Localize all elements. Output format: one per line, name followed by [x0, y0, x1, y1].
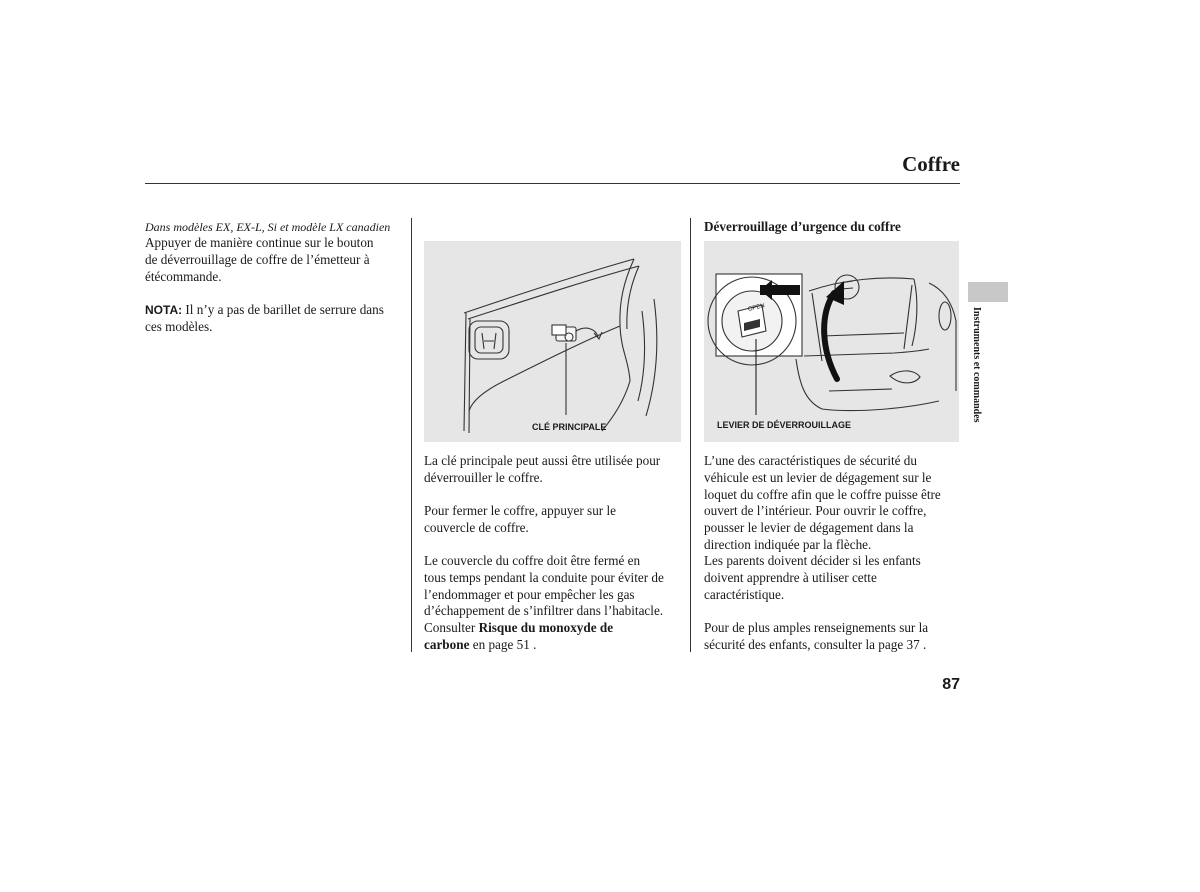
col2-para1-line2: déverrouiller le coffre.	[424, 470, 543, 485]
col2-para3-line2: tous temps pendant la conduite pour éviter de	[424, 570, 664, 585]
ref-link-part2[interactable]: carbone	[424, 637, 470, 652]
col1-para1-line3: étécommande.	[145, 269, 222, 284]
section-heading: Déverrouillage d’urgence du coffre	[704, 219, 901, 234]
col2-para2-line1: Pour fermer le coffre, appuyer sur le	[424, 503, 616, 518]
col3-para1-line6: direction indiquée par la flèche.	[704, 537, 872, 552]
col3-para2-line1: Pour de plus amples renseignements sur la	[704, 620, 929, 635]
nota-line1	[145, 302, 384, 319]
col2-para2-line2: couvercle de coffre.	[424, 520, 529, 535]
col3-para1-line3: loquet du coffre afin que le coffre puisse être	[704, 487, 941, 502]
figure-master-key	[424, 241, 681, 442]
ref-prefix: Consulter	[424, 620, 479, 635]
col1-para1-line2: de déverrouillage de coffre de l’émetteur à	[145, 252, 370, 267]
col2-para3-line4: d’échappement de s’infiltrer dans l’habitacle.	[424, 603, 664, 618]
section-side-label	[965, 303, 987, 443]
col2-para1-line1: La clé principale peut aussi être utilisée pour	[424, 453, 661, 468]
lever-open-label: OPEN	[747, 303, 766, 313]
figure-release-lever	[704, 241, 959, 442]
col3-para2-line2: sécurité des enfants, consulter la page 37 .	[704, 637, 927, 652]
col3-para1-line9: caractéristique.	[704, 587, 785, 602]
models-note: Dans modèles EX, EX-L, Si et modèle LX canadien	[145, 220, 391, 234]
col3-para1-line2: véhicule est un levier de dégagement sur le	[704, 470, 932, 485]
col3-para1-line4: ouvert de l’intérieur. Pour ouvrir le coffre,	[704, 503, 927, 518]
col2-ref-line1	[424, 620, 613, 637]
col3-para1-line5: pousser le levier de dégagement dans la	[704, 520, 914, 535]
nota-text: Il n’y a pas de barillet de serrure dans	[182, 302, 384, 317]
figure-caption-master-key: CLÉ PRINCIPALE	[532, 422, 607, 432]
col2-para3-line1: Le couvercle du coffre doit être fermé en	[424, 553, 641, 568]
column-divider-right	[690, 218, 691, 652]
nota-line2: ces modèles.	[145, 319, 213, 334]
ref-suffix: en page 51 .	[469, 637, 537, 652]
col2-para3-line3: l’endommager et pour empêcher les gas	[424, 587, 635, 602]
col3-para1-line8: doivent apprendre à utiliser cette	[704, 570, 877, 585]
release-lever-illustration	[704, 241, 959, 442]
figure-caption-release-lever: LEVIER DE DÉVERROUILLAGE	[717, 420, 852, 430]
section-side-label-text: Instruments et commandes	[971, 307, 982, 423]
col1-para1-line1: Appuyer de manière continue sur le bouton	[145, 235, 374, 250]
col3-para1-line1: L’une des caractéristiques de sécurité du	[704, 453, 917, 468]
section-tab	[968, 282, 1008, 302]
nota-label: NOTA:	[145, 303, 183, 317]
col2-ref-line2	[424, 637, 536, 654]
ref-link-part1[interactable]: Risque du monoxyde de	[478, 620, 614, 635]
page-number: 87	[942, 676, 960, 693]
title-rule	[145, 183, 960, 184]
col3-para1-line7: Les parents doivent décider si les enfants	[704, 553, 921, 568]
trunk-lock-illustration	[424, 241, 681, 442]
column-divider-left	[411, 218, 412, 652]
page-title: Coffre	[902, 152, 960, 176]
